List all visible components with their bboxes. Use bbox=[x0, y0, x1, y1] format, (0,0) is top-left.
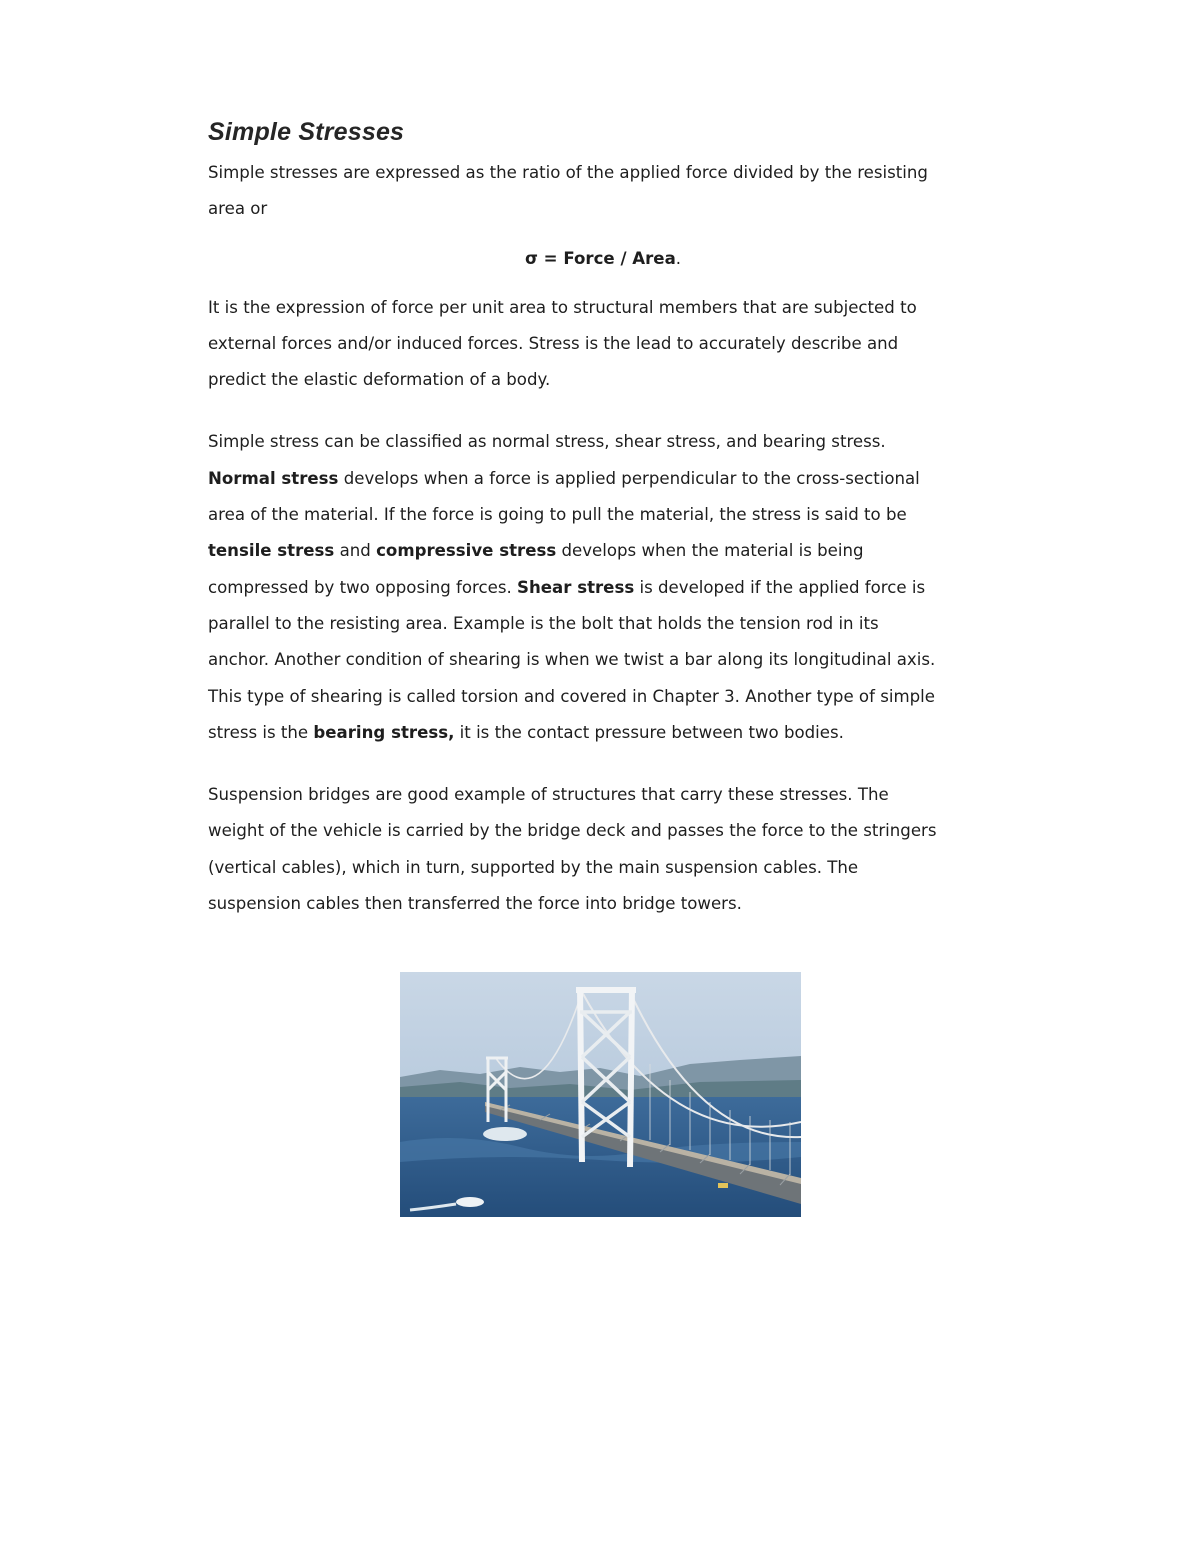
intro-paragraph bbox=[208, 155, 998, 228]
text-line: area of the material. If the force is going to pull the material, the stress is said to be bbox=[208, 505, 907, 525]
text-line: area or bbox=[208, 199, 268, 219]
term-shear-stress: Shear stress bbox=[517, 577, 635, 597]
text-line: tensile stress and compressive stress develops when the material is being bbox=[208, 541, 864, 561]
classification-paragraph bbox=[208, 424, 998, 751]
formula-period: . bbox=[675, 248, 682, 268]
stress-formula bbox=[208, 241, 998, 277]
text-line: It is the expression of force per unit area to structural members that are subjected to bbox=[208, 297, 917, 317]
text-line: predict the elastic deformation of a body. bbox=[208, 370, 551, 390]
text-line: external forces and/or induced forces. Stress is the lead to accurately describe and bbox=[208, 333, 899, 353]
term-bearing-stress: bearing stress, bbox=[313, 722, 455, 742]
document-page bbox=[208, 118, 998, 922]
text-line: compressed by two opposing forces. Shear stress is developed if the applied force is bbox=[208, 577, 926, 597]
text-line: weight of the vehicle is carried by the bridge deck and passes the force to the stringers bbox=[208, 821, 937, 841]
suspension-bridge-photo bbox=[400, 972, 801, 1217]
text-line: suspension cables then transferred the force into bridge towers. bbox=[208, 894, 742, 914]
text-line: Normal stress develops when a force is applied perpendicular to the cross-sectional bbox=[208, 468, 920, 488]
text-line: This type of shearing is called torsion and covered in Chapter 3. Another type of simple bbox=[208, 686, 935, 706]
term-compressive-stress: compressive stress bbox=[376, 541, 557, 561]
text-line: (vertical cables), which in turn, supported by the main suspension cables. The bbox=[208, 857, 859, 877]
text-line: anchor. Another condition of shearing is when we twist a bar along its longitudinal axis. bbox=[208, 650, 936, 670]
text-line: Simple stress can be classified as normal stress, shear stress, and bearing stress. bbox=[208, 432, 886, 452]
text-line: Simple stresses are expressed as the ratio of the applied force divided by the resisting bbox=[208, 163, 928, 182]
term-tensile-stress: tensile stress bbox=[208, 541, 335, 561]
text-line: stress is the bearing stress, it is the contact pressure between two bodies. bbox=[208, 722, 844, 742]
term-normal-stress: Normal stress bbox=[208, 468, 339, 488]
page-title: Simple Stresses bbox=[208, 118, 405, 146]
formula-text: σ = Force / Area bbox=[524, 248, 676, 268]
suspension-bridge-paragraph bbox=[208, 777, 998, 922]
text-line: Suspension bridges are good example of structures that carry these stresses. The bbox=[208, 785, 889, 805]
text-line: parallel to the resisting area. Example is the bolt that holds the tension rod in its bbox=[208, 613, 879, 633]
definition-paragraph bbox=[208, 290, 998, 399]
